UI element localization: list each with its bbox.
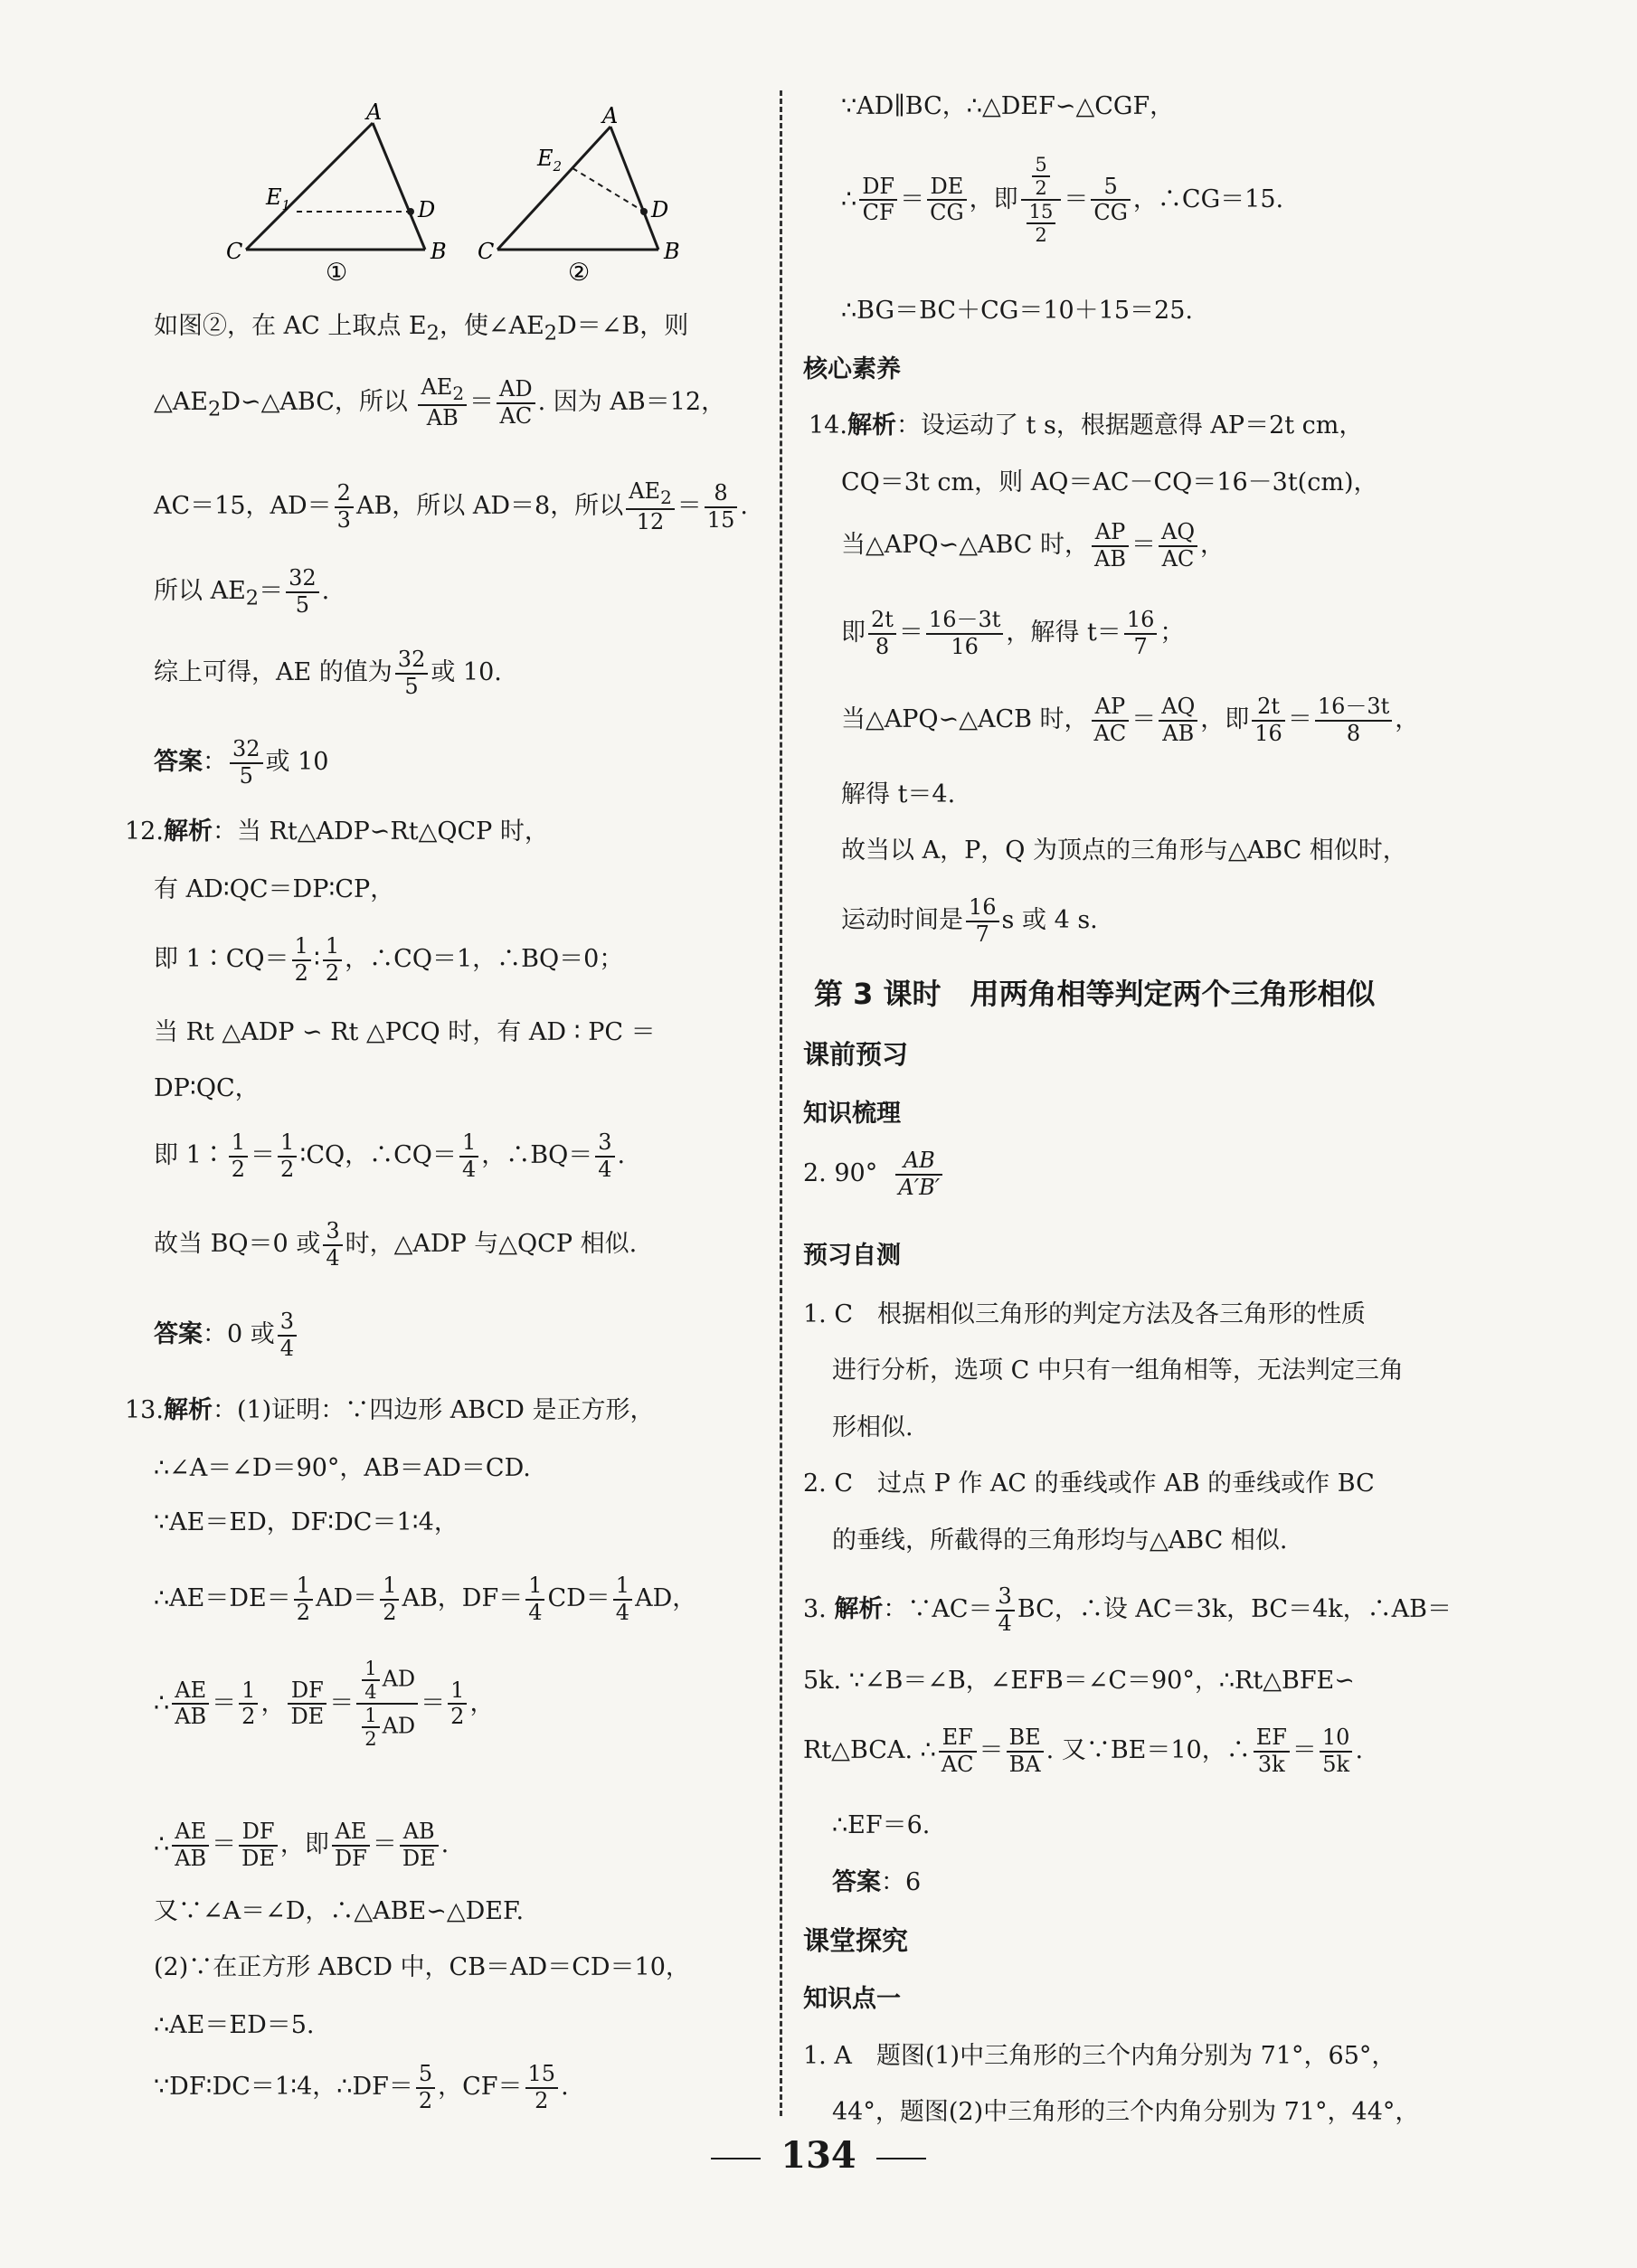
q13-line-6: ∴ $\frac{AE}{AB}$ ＝ $\frac{DF}{DE}$ ，即 $\frac{AE}{DF}$ ＝ $\frac{AB}{DE}$ . [154, 1819, 449, 1871]
fraction: $\frac{1}{2}$ [278, 1130, 297, 1182]
fraction: $\frac{32}{5}$ [395, 647, 429, 699]
q11-line-5: 综上可得，AE 的值为 $\frac{32}{5}$ 或 10. [154, 647, 502, 699]
fraction: $\frac{16-3t}{16}$ [926, 608, 1003, 659]
q12-line-4: 当 Rt △ADP ∽ Rt △PCQ 时，有 AD ∶ PC ＝ [154, 1018, 656, 1046]
figure-1 [226, 99, 447, 287]
fraction: $\frac{1}{2}$ [362, 1705, 379, 1750]
self-test-2-line-1: 2. C 过点 P 作 AC 的垂线或作 AB 的垂线或作 BC [803, 1469, 1375, 1498]
q13-line-4: ∴AE＝DE＝ $\frac{1}{2}$ AD＝ $\frac{1}{2}$ AB，DF＝ $\frac{1}{4}$ CD＝ $\frac{1}{4}$ AD， [154, 1573, 697, 1625]
compound-fraction [1021, 154, 1062, 247]
fraction: $\frac{16}{7}$ [966, 895, 999, 947]
triangle-figures [226, 99, 714, 289]
fraction: $\frac{1}{2}$ [292, 934, 311, 986]
column-divider [780, 90, 782, 2116]
page-number: 134 [0, 2134, 1637, 2177]
fraction: $\frac{AE}{AB}$ [172, 1819, 209, 1871]
heading-preview: 课前预习 [803, 1039, 909, 1070]
fraction: $\frac{2t}{16}$ [1252, 695, 1285, 746]
q14-line-7: 故当以 A，P，Q 为顶点的三角形与△ABC 相似时， [841, 836, 1407, 865]
heading-knowledge-point-1: 知识点一 [803, 1985, 901, 2013]
fraction: $\frac{1}{4}$ [525, 1573, 544, 1625]
q12-answer: 答案：0 或 $\frac{3}{4}$ [154, 1309, 299, 1361]
q13-line-5: ∴ $\frac{AE}{AB}$ ＝ $\frac{1}{2}$ ， $\frac{DF}{DE}$ ＝ $\frac{1}{4}$ AD $\frac{1}{2}$ AD ＝ $\frac{1}{2}$ ， [154, 1658, 495, 1751]
q12-line-2: 有 AD∶QC＝DP∶CP， [154, 875, 395, 903]
self-test-3-line-1: 3. 解析：∵AC＝ $\frac{3}{4}$ BC，∴设 AC＝3k，BC＝4k，∴AB＝ [803, 1583, 1452, 1636]
fraction: $\frac{1}{2}$ [448, 1678, 467, 1730]
q13-line-10: ∵DF∶DC＝1∶4，∴DF＝ $\frac{5}{2}$ ，CF＝ $\frac{15}{2}$ . [154, 2061, 569, 2113]
fig2-label: ② [568, 259, 591, 287]
q14-line-8: 运动时间是 $\frac{16}{7}$ s 或 4 s. [841, 894, 1098, 947]
q14-line-1: 14.解析：设运动了 t s，根据题意得 AP＝2t cm， [809, 411, 1364, 439]
fraction: $\frac{16}{7}$ [1124, 608, 1158, 659]
fraction: $\frac{DE}{CG}$ [927, 175, 967, 226]
fraction: $\frac{3}{4}$ [278, 1309, 297, 1361]
lesson-title: 第 3 课时 用两角相等判定两个三角形相似 [814, 977, 1376, 1011]
fraction: $\frac{1}{2}$ [294, 1573, 313, 1625]
r-line-3: ∴BG＝BC＋CG＝10＋15＝25. [841, 297, 1193, 325]
fraction: $\frac{1}{4}$ [459, 1130, 478, 1182]
fraction: $\frac{32}{5}$ [230, 737, 263, 789]
fig1-vertex-e1: $E_1$ [266, 184, 291, 213]
fraction: $\frac{EF}{3k}$ [1254, 1725, 1290, 1777]
fig2-vertex-b: B [664, 239, 680, 264]
fraction: $\frac{15}{2}$ [1027, 201, 1056, 246]
fraction: $\frac{EF}{AC}$ [939, 1725, 977, 1777]
q13-line-3: ∵AE＝ED，DF∶DC＝1∶4， [154, 1508, 459, 1536]
q11-line-4: 所以 $AE_2=$ $\frac{32}{5}$ . [154, 565, 330, 618]
class-1-line-2: 44°，题图(2)中三角形的三个内角分别为 71°，44°， [832, 2098, 1420, 2126]
self-test-1-line-3: 形相似. [832, 1413, 913, 1441]
q11-line-1: 如图②，在 AC 上取点 $E_2$，使$\angle AE_2D=\angle B$，则 [154, 312, 689, 345]
fraction: $\frac{1}{4}$ [613, 1573, 632, 1625]
fraction: $\frac{1}{2}$ [380, 1573, 399, 1625]
fraction: $\frac{2t}{8}$ [868, 608, 896, 659]
fraction: $\frac{32}{5}$ [286, 566, 319, 618]
fraction: $\frac{1}{4}$ [362, 1658, 379, 1703]
fraction: $\frac{5}{2}$ [1032, 154, 1049, 199]
fig2-vertex-c: C [478, 239, 495, 264]
self-test-3-line-2: 5k. ∵∠B＝∠B，∠EFB＝∠C＝90°，∴Rt△BFE∽ [803, 1667, 1355, 1695]
self-test-1-line-2: 进行分析，选项 C 中只有一组角相等，无法判定三角 [832, 1356, 1404, 1384]
fraction: $\frac{1}{2}$ [239, 1678, 258, 1730]
q12-line-3: 即 1∶CQ＝ $\frac{1}{2}$ ∶ $\frac{1}{2}$ ，∴CQ＝1，∴BQ＝0； [154, 933, 624, 986]
fraction: $\frac{AQ}{AC}$ [1159, 520, 1197, 572]
q14-line-3: 当△APQ∽△ABC 时， $\frac{AP}{AB}$ ＝ $\frac{AQ}{AC}$ ， [841, 519, 1225, 572]
fraction: $\frac{AE}{DF}$ [332, 1819, 370, 1871]
fig1-vertex-d: D [418, 197, 436, 222]
heading-knowledge: 知识梳理 [803, 1100, 901, 1128]
fraction: $\frac{AQ}{AB}$ [1159, 695, 1197, 746]
fraction: $\frac{2}{3}$ [335, 481, 354, 533]
fig2-vertex-e2: $E_2$ [537, 146, 563, 175]
fraction: $\frac{1}{2}$ [323, 934, 342, 986]
fraction: $\frac{AP}{AC}$ [1092, 695, 1130, 746]
heading-core: 核心素养 [803, 355, 901, 383]
q14-line-6: 解得 t＝4. [841, 780, 956, 808]
q11-line-2: $\triangle AE_2D∽\triangle ABC$，所以 $\frac{AE_2}{AB}$ ＝ $\frac{AD}{AC}$ . 因为 AB＝12， [154, 374, 726, 430]
fraction: $\frac{DF}{DE}$ [239, 1819, 278, 1871]
fig1-label: ① [326, 259, 348, 287]
fraction: $\frac{3}{4}$ [996, 1584, 1015, 1636]
fraction: $\frac{1}{2}$ [229, 1130, 248, 1182]
fraction: $\frac{AB}{A'B'}$ [895, 1148, 942, 1200]
fraction: $\frac{AE_2}{12}$ [626, 479, 675, 534]
q11-answer: 答案： $\frac{32}{5}$ 或 10 [154, 736, 329, 789]
heading-self-test: 预习自测 [803, 1242, 901, 1270]
fraction: $\frac{AD}{AC}$ [497, 377, 535, 429]
self-test-3-line-4: ∴EF＝6. [832, 1811, 931, 1839]
q13-line-9: ∴AE＝ED＝5. [154, 2011, 315, 2039]
self-test-1-line-1: 1. C 根据相似三角形的判定方法及各三角形的性质 [803, 1300, 1367, 1328]
q13-line-1: 13.解析：(1)证明：∵四边形 ABCD 是正方形， [125, 1396, 655, 1424]
fraction: $\frac{BE}{BA}$ [1007, 1725, 1044, 1777]
q13-line-7: 又∵∠A＝∠D，∴△ABE∽△DEF. [154, 1897, 525, 1925]
r-line-2: ∴ $\frac{DF}{CF}$ ＝ $\frac{DE}{CG}$ ，即 $\frac{\frac{5}{2}}{\frac{15}{2}}$ ＝ $\frac{5}{CG}$ ，∴CG＝15. [841, 154, 1284, 247]
fraction: $\frac{DF}{CF}$ [859, 175, 897, 226]
q12-line-7: 故当 BQ＝0 或 $\frac{3}{4}$ 时，△ADP 与△QCP 相似. [154, 1218, 638, 1271]
fig1-vertex-a: A [366, 99, 383, 125]
q14-line-4: 即 $\frac{2t}{8}$ ＝ $\frac{16-3t}{16}$ ，解得 t＝ $\frac{16}{7}$ ； [841, 607, 1185, 659]
self-test-3-answer: 答案：6 [832, 1868, 922, 1896]
q12-line-6: 即 1∶ $\frac{1}{2}$ ＝ $\frac{1}{2}$ ∶CQ，∴CQ＝ $\frac{1}{4}$ ，∴BQ＝ $\frac{3}{4}$ . [154, 1129, 626, 1182]
q11-line-3: AC＝15，AD＝ $\frac{2}{3}$ AB，所以 AD＝8，所以 $\frac{AE_2}{12}$ ＝ $\frac{8}{15}$ . [154, 478, 748, 534]
figure-2 [478, 103, 680, 287]
q13-line-2: ∴∠A＝∠D＝90°，AB＝AD＝CD. [154, 1454, 531, 1482]
class-1-line-1: 1. A 题图(1)中三角形的三个内角分别为 71°，65°， [803, 2042, 1396, 2070]
fig2-vertex-a: A [602, 103, 619, 128]
r-line-1: ∵AD∥BC，∴△DEF∽△CGF， [841, 92, 1175, 120]
fraction: $\frac{DF}{DE}$ [288, 1678, 326, 1730]
fraction: $\frac{AE_2}{AB}$ [418, 375, 467, 430]
fraction: $\frac{10}{5k}$ [1320, 1725, 1353, 1777]
q12-line-5: DP∶QC， [154, 1074, 260, 1102]
fraction: $\frac{8}{15}$ [705, 481, 738, 533]
self-test-3-line-3: Rt△BCA. ∴ $\frac{EF}{AC}$ ＝ $\frac{BE}{BA}$ . 又∵BE＝10，∴ $\frac{EF}{3k}$ ＝ $\frac{10}{5k}$ . [803, 1725, 1364, 1777]
fraction: $\frac{AE}{AB}$ [172, 1678, 209, 1730]
self-test-2-line-2: 的垂线，所截得的三角形均与△ABC 相似. [832, 1526, 1288, 1555]
fraction: $\frac{15}{2}$ [525, 2062, 559, 2113]
fraction: $\frac{5}{CG}$ [1091, 175, 1131, 226]
fig2-vertex-d: D [651, 197, 669, 222]
q13-line-8: (2)∵在正方形 ABCD 中，CB＝AD＝CD＝10， [154, 1953, 690, 1981]
heading-class-explore: 课堂探究 [803, 1925, 909, 1956]
q12-line-1: 12.解析：当 Rt△ADP∽Rt△QCP 时， [125, 817, 549, 846]
fraction: $\frac{3}{4}$ [595, 1130, 614, 1182]
fraction: $\frac{AP}{AB}$ [1092, 520, 1129, 572]
fig1-vertex-b: B [431, 239, 447, 264]
fraction: $\frac{16-3t}{8}$ [1315, 695, 1392, 746]
fraction: $\frac{3}{4}$ [323, 1219, 342, 1271]
fraction: $\frac{AB}{DE}$ [400, 1819, 439, 1871]
q14-line-2: CQ＝3t cm，则 AQ＝AC－CQ＝16－3t(cm)， [841, 468, 1378, 496]
fig1-vertex-c: C [226, 239, 243, 264]
compound-fraction: $\frac{1}{4}$ AD $\frac{1}{2}$ AD [356, 1658, 418, 1751]
knowledge-item-2: 2. 90° $\frac{AB}{A'B'}$ [803, 1148, 945, 1200]
fraction: $\frac{5}{2}$ [416, 2062, 435, 2113]
q14-line-5: 当△APQ∽△ACB 时， $\frac{AP}{AC}$ ＝ $\frac{AQ}{AB}$ ，即 $\frac{2t}{16}$ ＝ $\frac{16-3t}{8}$ ， [841, 694, 1420, 746]
